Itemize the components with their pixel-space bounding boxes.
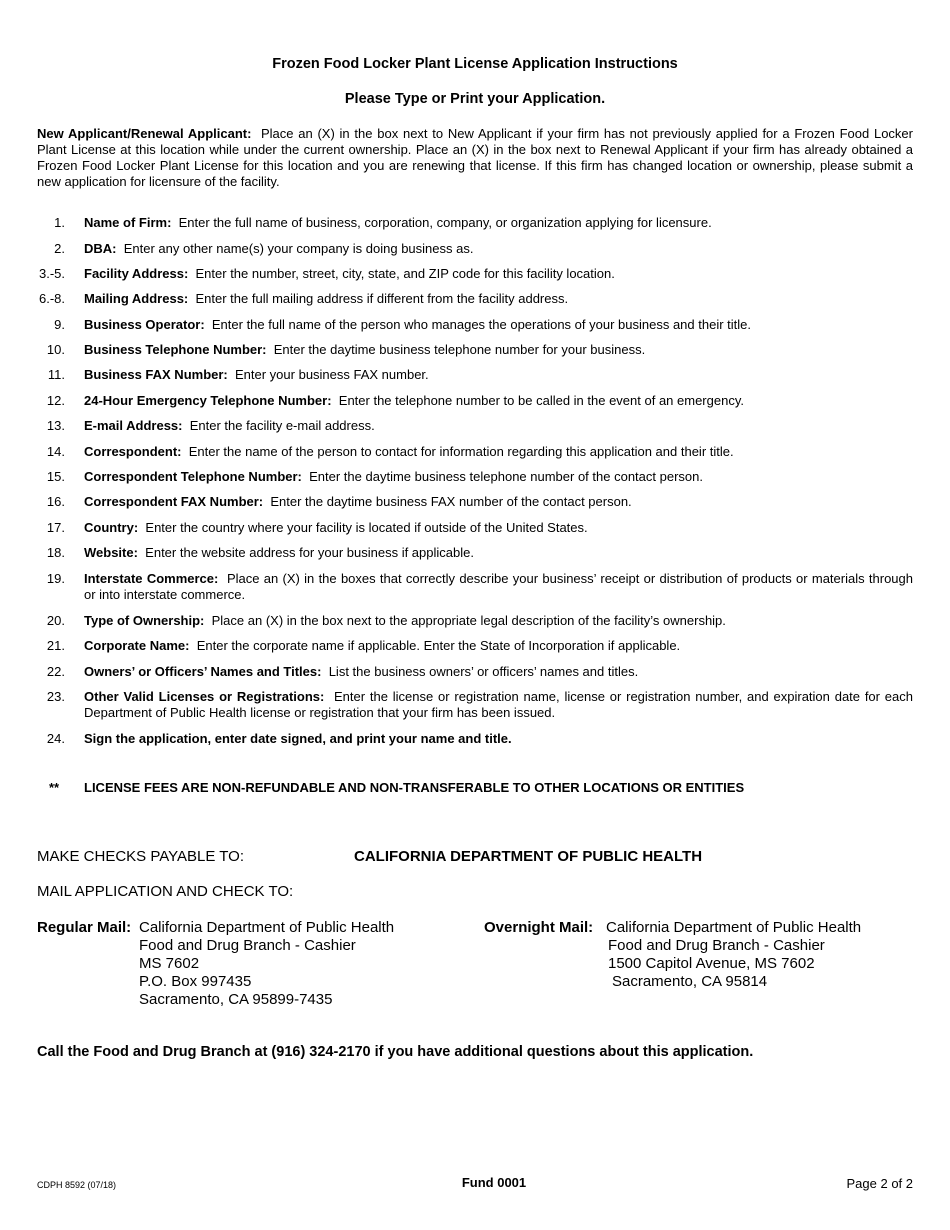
item-label: Website:	[84, 545, 138, 560]
item-number: 23.	[46, 689, 65, 704]
item-number: 9.	[54, 317, 65, 332]
item-text: Enter the website address for your business if applicable.	[145, 545, 474, 560]
list-item	[37, 367, 913, 383]
item-text: Enter the number, street, city, state, and ZIP code for this facility location.	[195, 266, 615, 281]
list-item	[37, 342, 913, 358]
item-number: 22.	[46, 664, 65, 679]
list-item	[37, 241, 913, 257]
address-line: Food and Drug Branch - Cashier	[139, 937, 356, 954]
list-item	[37, 520, 913, 536]
item-label: Type of Ownership:	[84, 613, 205, 628]
list-item	[37, 393, 913, 409]
item-body	[84, 545, 913, 561]
item-label: Other Valid Licenses or Registrations:	[84, 689, 325, 704]
item-body	[84, 494, 913, 510]
item-number: 20.	[46, 613, 65, 628]
item-text: Enter the telephone number to be called in the event of an emergency.	[338, 393, 744, 408]
item-label: Name of Firm:	[84, 215, 172, 230]
item-text: Enter the corporate name if applicable. Enter the State of Incorporation if applicable.	[196, 638, 681, 653]
item-label: Correspondent Telephone Number:	[84, 469, 302, 484]
item-text: List the business owners’ or officers’ names and titles.	[328, 664, 639, 679]
item-text: Enter the daytime business telephone number of the contact person.	[309, 469, 703, 484]
list-item	[37, 418, 913, 434]
fees-notice	[37, 780, 913, 795]
item-label: Country:	[84, 520, 139, 535]
page-title: Frozen Food Locker Plant License Application Instructions	[272, 56, 678, 72]
item-body	[84, 664, 913, 680]
address-line: California Department of Public Health	[139, 919, 395, 936]
item-label: Business Operator:	[84, 317, 205, 332]
address-line: Sacramento, CA 95814	[612, 973, 768, 990]
item-number: 14.	[46, 444, 65, 459]
item-body	[84, 444, 913, 460]
item-number: 12.	[46, 393, 65, 408]
item-body	[84, 418, 913, 434]
regular-mail-address	[139, 919, 394, 1009]
list-item	[37, 266, 913, 282]
page-subtitle: Please Type or Print your Application.	[344, 91, 606, 107]
item-text: Enter the daytime business FAX number of the contact person.	[270, 494, 632, 509]
list-item	[37, 215, 913, 231]
item-label: Business FAX Number:	[84, 367, 228, 382]
item-text: Enter the full name of business, corporation, company, or organization applying for licensure.	[178, 215, 712, 230]
list-item	[37, 317, 913, 333]
list-item	[37, 689, 913, 721]
list-item	[37, 613, 913, 629]
item-body	[84, 571, 913, 603]
address-line: California Department of Public Health	[606, 919, 862, 936]
item-body	[84, 367, 913, 383]
checks-payable-value: CALIFORNIA DEPARTMENT OF PUBLIC HEALTH	[354, 848, 703, 865]
address-line: Sacramento, CA 95899-7435	[139, 991, 333, 1008]
item-label: Facility Address:	[84, 266, 189, 281]
item-body	[84, 613, 913, 629]
item-body	[84, 266, 913, 282]
page-number: Page 2 of 2	[846, 1176, 913, 1191]
fees-text: LICENSE FEES ARE NON-REFUNDABLE AND NON-TRANSFERABLE TO OTHER LOCATIONS OR ENTITIES	[84, 780, 745, 795]
list-item	[37, 571, 913, 603]
list-item	[37, 291, 913, 307]
item-body	[84, 638, 913, 654]
item-number: 15.	[46, 469, 65, 484]
item-body	[84, 469, 913, 485]
overnight-mail-address	[606, 919, 861, 991]
item-body	[84, 291, 913, 307]
item-body	[84, 393, 913, 409]
item-number: 24.	[46, 731, 65, 746]
list-item	[37, 545, 913, 561]
item-number: 1.	[54, 215, 65, 230]
item-body	[84, 317, 913, 333]
fund-number: Fund 0001	[461, 1175, 527, 1190]
item-number: 16.	[46, 494, 65, 509]
contact-callout: Call the Food and Drug Branch at (916) 324-2170 if you have additional questions about this application.	[37, 1044, 754, 1060]
regular-mail-label: Regular Mail:	[37, 919, 132, 936]
checks-payable-label: MAKE CHECKS PAYABLE TO:	[37, 848, 245, 865]
list-item	[37, 469, 913, 485]
item-number: 21.	[46, 638, 65, 653]
item-text: Enter the full name of the person who manages the operations of your business and their title.	[211, 317, 751, 332]
item-number: 17.	[46, 520, 65, 535]
item-text: Place an (X) in the box next to the appropriate legal description of the facility’s ownership.	[211, 613, 726, 628]
item-label: Business Telephone Number:	[84, 342, 267, 357]
fees-marker: **	[49, 780, 60, 795]
item-number: 10.	[46, 342, 65, 357]
item-text: Enter your business FAX number.	[235, 367, 429, 382]
item-label: Mailing Address:	[84, 291, 189, 306]
list-item	[37, 638, 913, 654]
item-body	[84, 520, 913, 536]
item-body	[84, 731, 913, 747]
item-text: Enter any other name(s) your company is doing business as.	[123, 241, 474, 256]
item-text: Enter the full mailing address if different from the facility address.	[195, 291, 569, 306]
item-number: 11.	[47, 367, 65, 382]
address-line: 1500 Capitol Avenue, MS 7602	[608, 955, 815, 972]
item-label: Correspondent:	[84, 444, 182, 459]
item-text: Place an (X) in the boxes that correctly describe your business’ receipt or distribution of products or materials through or into interstate commerce.	[84, 571, 913, 602]
item-label: Interstate Commerce:	[84, 571, 219, 586]
intro-text: Place an (X) in the box next to New Applicant if your firm has not previously applied for a Frozen Food Locker Plant License at this location while under the current ownership. Place an (X) in the box next to Renewal Applicant if your firm has already obtained a Frozen Food Locker Plant License for this location and you are renewing that license. If this firm has changed location or ownership, please submit a new application for licensure of the facility.	[37, 126, 913, 189]
address-line: Food and Drug Branch - Cashier	[608, 937, 825, 954]
item-text: Enter the name of the person to contact for information regarding this application and their title.	[188, 444, 734, 459]
item-number: 3.-5.	[38, 266, 65, 281]
item-text: Enter the license or registration name, license or registration number, and expiration date for each Department of Public Health license or registration that your firm has been issued.	[84, 689, 914, 720]
address-line: MS 7602	[139, 955, 200, 972]
intro-label: New Applicant/Renewal Applicant:	[37, 126, 252, 141]
overnight-mail-label: Overnight Mail:	[484, 919, 594, 936]
item-body	[84, 241, 913, 257]
item-text: Enter the daytime business telephone number for your business.	[273, 342, 646, 357]
form-id: CDPH 8592 (07/18)	[37, 1180, 117, 1190]
item-body	[84, 342, 913, 358]
address-line: P.O. Box 997435	[139, 973, 252, 990]
item-number: 6.-8.	[38, 291, 65, 306]
item-label: Owners’ or Officers’ Names and Titles:	[84, 664, 322, 679]
item-number: 19.	[46, 571, 65, 586]
item-body	[84, 689, 913, 721]
item-number: 13.	[46, 418, 65, 433]
list-item	[37, 494, 913, 510]
item-text: Enter the facility e-mail address.	[189, 418, 375, 433]
list-item	[37, 444, 913, 460]
item-label: Sign the application, enter date signed, and print your name and title.	[84, 731, 512, 746]
item-body	[84, 215, 913, 231]
item-number: 18.	[46, 545, 65, 560]
item-label: Correspondent FAX Number:	[84, 494, 264, 509]
item-label: DBA:	[84, 241, 117, 256]
intro-paragraph	[37, 126, 913, 190]
mail-heading: MAIL APPLICATION AND CHECK TO:	[37, 883, 294, 900]
item-label: Corporate Name:	[84, 638, 190, 653]
list-item	[37, 664, 913, 680]
item-number: 2.	[54, 241, 65, 256]
item-label: 24-Hour Emergency Telephone Number:	[84, 393, 332, 408]
item-text: Enter the country where your facility is located if outside of the United States.	[145, 520, 588, 535]
item-label: E-mail Address:	[84, 418, 183, 433]
list-item	[37, 731, 913, 747]
